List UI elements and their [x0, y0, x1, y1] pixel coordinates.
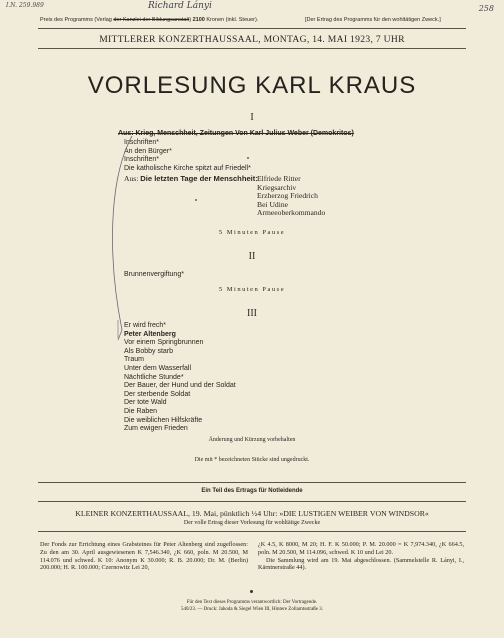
imprint-line-2: 540/23. — Druck: Jahoda & Siegel Wien III, Hintere Zollamtsstraße 3. — [180, 607, 324, 612]
fund-dot — [250, 590, 253, 593]
charity-rule-top — [38, 482, 466, 483]
price-struck: der Kanzlei der Bildungsanstalt — [113, 17, 190, 23]
part3-item: Er wird frech* — [124, 322, 167, 329]
part3-item: Der tote Wald — [124, 399, 167, 407]
page-title: VORLESUNG KARL KRAUS — [87, 72, 417, 99]
fund-left — [40, 541, 248, 572]
part3-item: Als Bobby starb — [124, 347, 174, 355]
changes-note: Änderung und Kürzung vorbehalten — [208, 437, 296, 443]
scene-item: Kriegsarchiv — [257, 182, 297, 192]
scene-item: Erzherzog Friedrich — [257, 191, 318, 201]
part2-item: Brunnenvergiftung* — [124, 271, 184, 278]
pencil-tick-stroke — [118, 330, 122, 340]
part3-item: Nächtliche Stunde* — [124, 373, 184, 381]
imprint-line-1: Für den Text dieses Programms verantwortlich: Der Vortragende. — [186, 600, 318, 605]
price-amount: 2100 — [192, 17, 205, 23]
part2-numeral: II — [248, 251, 256, 262]
part1-item: Inschriften* — [124, 156, 160, 164]
proceeds-note: [Der Ertrag des Programms für den wohltätigen Zweck.] — [305, 17, 441, 23]
scene-item: Elfriede Ritter — [257, 174, 301, 183]
pause-1: 5 Minuten Pause — [218, 229, 286, 236]
price-line: Preis des Programms (Verlag der Kanzlei der Bildungsanstalt) 2100 Kronen (inkl. Steuer). — [40, 17, 259, 23]
charity-heading: Ein Teil des Ertrags für Notleidende — [201, 488, 303, 494]
charity-rule-bottom — [38, 501, 466, 502]
fund-right — [258, 541, 464, 572]
pencil-bracket-stroke — [113, 136, 132, 330]
part1-struck-line: Aus: Krieg, Menschheit, Zeitungen Von Karl Julius Weber (Demokritos) — [118, 130, 354, 137]
part1-item: Die katholische Kirche spitzt auf Friedell* — [124, 164, 251, 172]
fund-left-text: Der Fonds zur Errichtung eines Grabsteines für Peter Altenberg sind zugeflossen: Zu den am 30. April ausgewiesenen K 7,546.340, ¿K 660, poln. M 20.500, M 114.076 und schwed. K 10: Anonym K 30.000; R. B. 20.000; Dr. M. (Berlin) 200.000; H. R. 100.000; Czernowitz Lei 20, — [40, 541, 248, 572]
part1-numeral: I — [250, 112, 254, 123]
handwritten-name: Richard Lányi — [148, 1, 212, 11]
fund-right-text-2: Die Sammlung wird am 19. Mai abgeschlossen. (Sammelstelle R. Lányi, I., Kärntnerstraße 44). — [258, 556, 464, 572]
pencil-dot — [247, 157, 249, 159]
part3-item: Traum — [124, 356, 144, 364]
page-number: 258 — [478, 4, 494, 13]
part3-item: Der sterbende Soldat — [124, 390, 191, 398]
archive-number: I.N. 259.989 — [6, 2, 44, 9]
fund-right-text: ¿K 4.5, K 8000, M 20; H. F. K 50.000; P. M. 20.000 = K 7,974.340, ¿K 664.5, poln. M 20.500, M 114.096, schwed. K 10 und Lei 20. — [258, 541, 464, 556]
price-suffix: Kronen (inkl. Steuer). — [206, 17, 259, 23]
venue-line: MITTLERER KONZERTHAUSSAAL, MONTAG, 14. MAI 1923, 7 UHR — [99, 34, 405, 45]
fund-rule — [38, 531, 466, 532]
part3-item: Peter Altenberg — [124, 330, 176, 338]
pencil-dot — [195, 199, 197, 201]
price-prefix: Preis des Programms (Verlag — [40, 17, 112, 23]
part1-item: Inschriften* — [124, 139, 160, 146]
part3-item: Vor einem Springbrunnen — [124, 339, 204, 347]
part3-item: Unter dem Wasserfall — [124, 364, 192, 372]
unprinted-note: Die mit * bezeichneten Stücke sind ungedruckt. — [194, 457, 310, 463]
scene-item: Armeeoberkommando — [257, 208, 326, 218]
aus-prefix: Aus: — [124, 174, 139, 183]
part3-numeral: III — [247, 308, 257, 319]
part1-item: An den Bürger* — [124, 147, 172, 155]
next-event-sub: Der volle Ertrag dieser Vorlesung für wohltätige Zwecke — [183, 520, 321, 526]
part3-item: Die Raben — [124, 407, 158, 415]
part3-item: Der Bauer, der Hund und der Soldat — [124, 382, 236, 390]
aus-title: Die letzten Tage der Menschheit: — [140, 174, 258, 183]
part3-item: Zum ewigen Frieden — [124, 425, 188, 433]
next-event: KLEINER KONZERTHAUSSAAL, 19. Mai, pünktlich ½4 Uhr: »DIE LUSTIGEN WEIBER VON WINDSOR« — [75, 509, 429, 518]
scene-item: Bei Udine — [257, 199, 289, 209]
part3-item: Die weiblichen Hilfskräfte — [124, 416, 203, 424]
pause-2: 5 Minuten Pause — [218, 286, 286, 293]
